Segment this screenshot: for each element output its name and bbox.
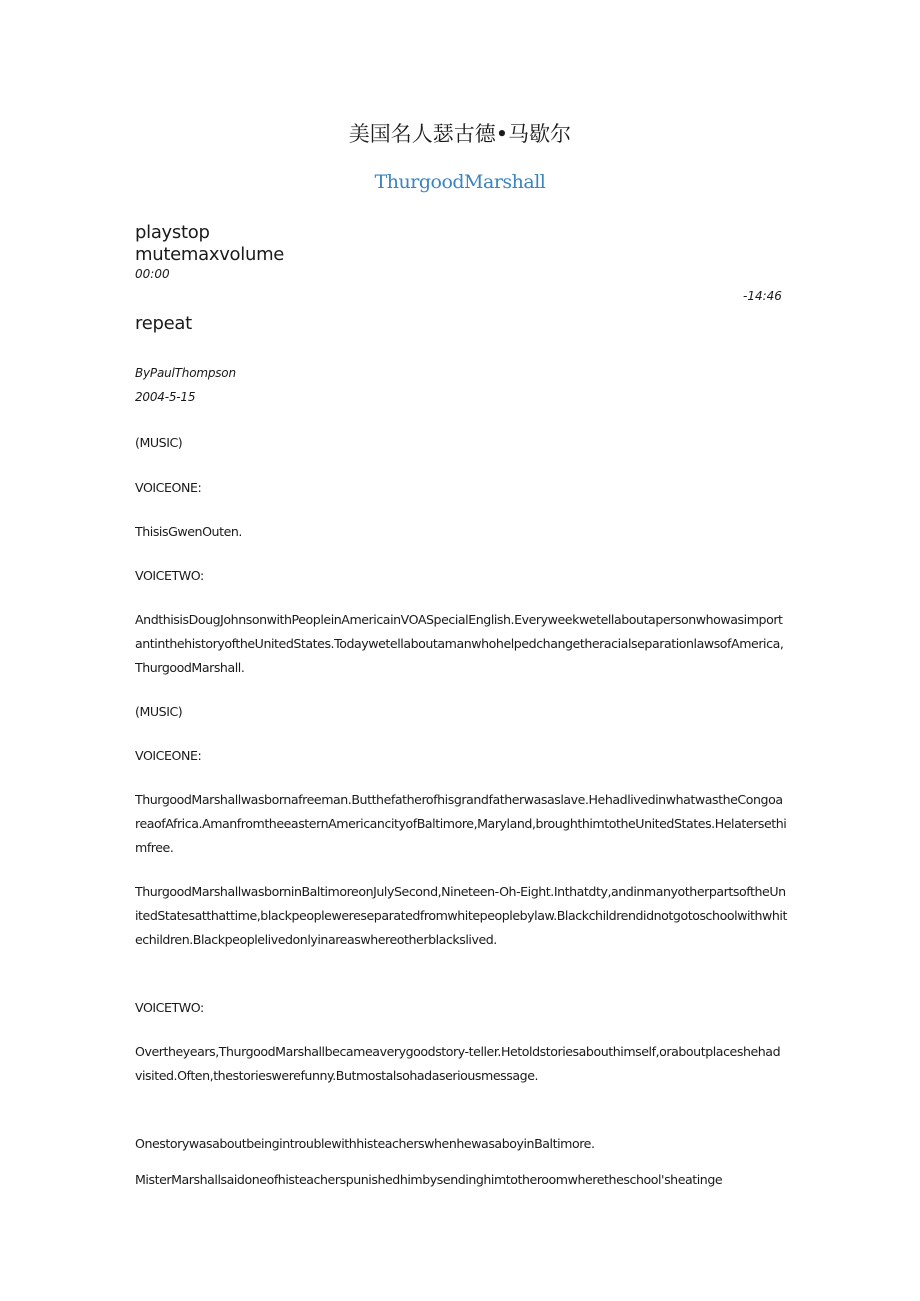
repeat-control[interactable]: repeat bbox=[135, 313, 192, 334]
paragraph-voice-one-1: VOICEONE: bbox=[135, 480, 202, 495]
paragraph-intro-2: AndthisisDougJohnsonwithPeopleinAmericainVOASpecialEnglish.EveryweekwetellaboutapersonwhowasimportantinthehistoryoftheUnitedStates.TodaywetellaboutamanwhohelpedchangetheracialseparationlawsofAmerica,ThurgoodMarshall. bbox=[135, 612, 784, 675]
paragraph-music-2: (MUSIC) bbox=[135, 704, 183, 719]
page-title-chinese: 美国名人瑟古德•马歇尔 bbox=[348, 122, 572, 146]
paragraph-voice-two-2: VOICETWO: bbox=[135, 1000, 204, 1015]
paragraph-storyteller: Overtheyears,ThurgoodMarshallbecameaverygoodstory-teller.Hetoldstoriesabouthimself,oraboutplaceshehadvisited.Often,thestorieswerefunny.Butmostalsohadaseriousmessage. bbox=[135, 1044, 781, 1083]
byline: ByPaulThompson bbox=[135, 366, 236, 380]
mute-maxvolume-control[interactable]: mutemaxvolume bbox=[135, 244, 285, 265]
paragraph-baltimore: ThurgoodMarshallwasborninBaltimoreonJulySecond,Nineteen-Oh-Eight.Inthatdty,andinmanyotherpartsoftheUnitedStatesatthattime,blackpeoplewereseparatedfromwhitepeoplebylaw.Blackchildrendidnotgotoschoolwithwhitechildren.Blackpeoplelivedonlyinareaswhereotherblackslived. bbox=[135, 884, 787, 947]
paragraph-voice-two-1: VOICETWO: bbox=[135, 568, 204, 583]
page-title-english: ThurgoodMarshall bbox=[374, 171, 546, 193]
paragraph-music-1: (MUSIC) bbox=[135, 435, 183, 450]
current-time: 00:00 bbox=[135, 267, 170, 281]
paragraph-punished: MisterMarshallsaidoneofhisteacherspunishedhimbysendinghimtotheroomwheretheschool'sheatinge bbox=[135, 1172, 723, 1187]
paragraph-voice-one-2: VOICEONE: bbox=[135, 748, 202, 763]
play-stop-control[interactable]: playstop bbox=[135, 222, 210, 243]
remaining-time: -14:46 bbox=[743, 289, 782, 303]
publish-date: 2004-5-15 bbox=[135, 390, 196, 404]
paragraph-birth: ThurgoodMarshallwasbornafreeman.Butthefatherofhisgrandfatherwasaslave.HehadlivedinwhatwastheCongoareaofAfrica.AmanfromtheeasternAmericancityofBaltimore,Maryland,broughthimtotheUnitedStates.Helatersethimfree. bbox=[135, 792, 787, 855]
paragraph-intro-1: ThisisGwenOuten. bbox=[135, 524, 242, 539]
paragraph-trouble: OnestorywasaboutbeingintroublewithhisteacherswhenhewasaboyinBaltimore. bbox=[135, 1136, 595, 1151]
